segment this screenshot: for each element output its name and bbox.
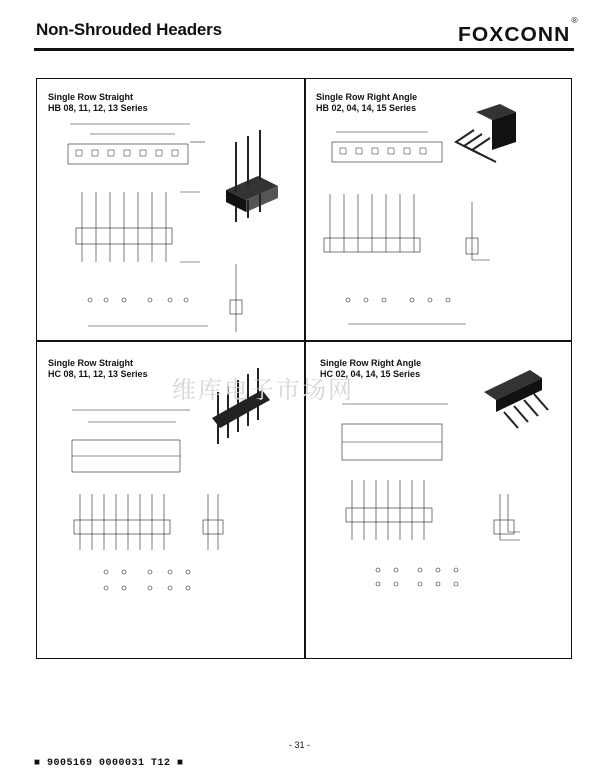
panel-title-line1: Single Row Right Angle [320, 358, 422, 368]
panel-title-line2: HB 02, 04, 14, 15 Series [316, 103, 417, 113]
watermark: 维库电子市场网 [172, 376, 354, 404]
registered-mark: ® [571, 16, 579, 26]
panel-title-line1: Single Row Straight [48, 92, 134, 102]
panel-title-line1: Single Row Right Angle [316, 92, 418, 102]
brand-logo [458, 16, 579, 47]
panel-title-line2: HC 08, 11, 12, 13 Series [48, 369, 148, 379]
header-drawing [40, 82, 302, 337]
panel-hb-right-angle [308, 82, 570, 337]
panel-hb-straight [40, 82, 302, 337]
header-drawing [308, 82, 570, 337]
header-rule [34, 48, 574, 51]
panel-title-line1: Single Row Straight [48, 358, 134, 368]
grid-horizontal-divider [36, 340, 572, 342]
barcode-text: ■ 9005169 0000031 T12 ■ [34, 758, 184, 769]
grid-vertical-divider [304, 78, 306, 659]
brand-name: FOXCONN [458, 24, 571, 46]
page-title: Non-Shrouded Headers [36, 20, 222, 39]
panel-title-line2: HB 08, 11, 12, 13 Series [48, 103, 148, 113]
panel-title-line2: HC 02, 04, 14, 15 Series [320, 369, 421, 379]
page-number: - 31 - [288, 740, 310, 750]
